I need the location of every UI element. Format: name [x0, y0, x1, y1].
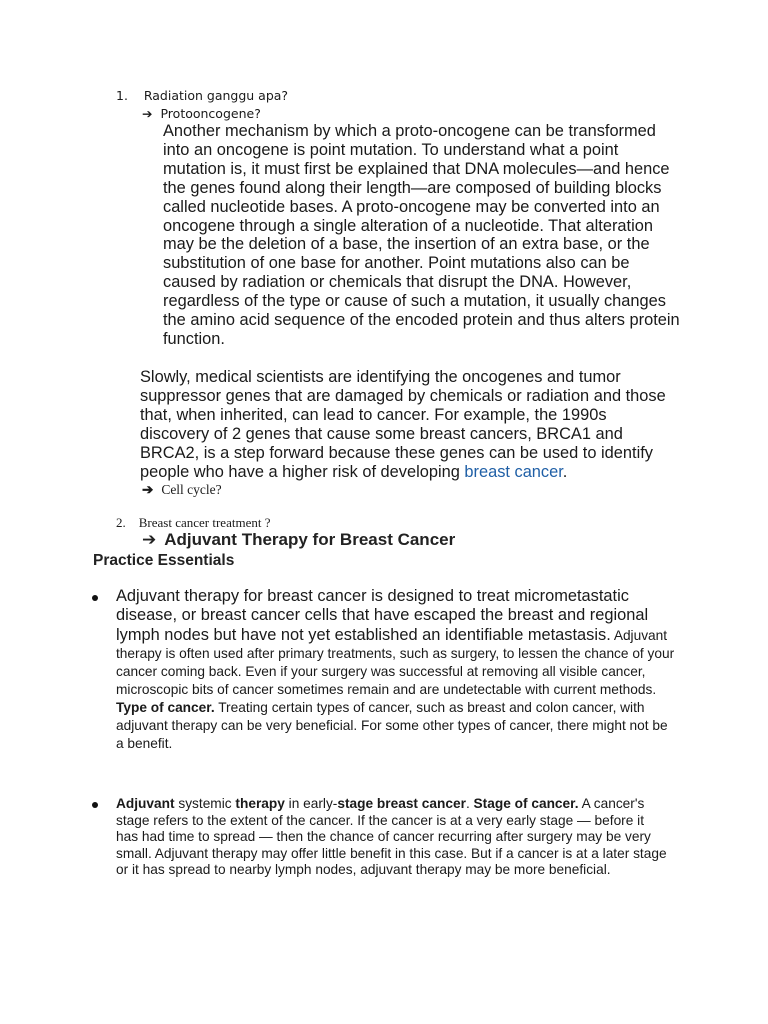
stage-of-cancer-bold: Stage of cancer.: [473, 796, 579, 811]
arrow-right-icon: ➔: [142, 106, 153, 121]
bullet-1-body: Adjuvant therapy is often used after primary treatments, such as surgery, to lessen the chance of your cancer coming back. Even if your surgery was successful at removing all visible cancer, microscopic bits of cancer sometimes remain and are undetectable with current methods.: [116, 627, 675, 697]
cell-cycle-item: [142, 482, 222, 498]
cell-cycle-label: Cell cycle?: [161, 482, 222, 497]
protooncogene-item: [142, 106, 261, 121]
b2-w3: therapy: [235, 796, 285, 811]
protooncogene-label: Protooncogene?: [160, 106, 261, 121]
oncogene-paragraph-end: .: [562, 462, 568, 481]
b2-w5: stage breast cancer: [337, 796, 466, 811]
b2-w2: systemic: [174, 796, 236, 811]
b2-w6: .: [465, 796, 474, 811]
breast-cancer-link[interactable]: breast cancer: [464, 462, 563, 481]
question-1: [116, 88, 288, 103]
question-1-number: 1.: [116, 88, 128, 103]
practice-essentials-title: Practice Essentials: [93, 552, 235, 569]
oncogene-paragraph-text: Slowly, medical scientists are identifying the oncogenes and tumor suppressor genes that are damaged by chemicals or radiation and those that, when inherited, can lead to cancer. For example, the 1990s discovery of 2 genes that cause some breast cancers, BRCA1 and BRCA2, is a step forward because these genes can be used to identify people who have a higher risk of developing: [140, 368, 666, 481]
question-2: [116, 515, 270, 531]
question-2-text: Breast cancer treatment ?: [138, 515, 271, 530]
bullet-item-adjuvant-therapy: [116, 587, 676, 753]
adjuvant-therapy-heading: [142, 530, 455, 550]
arrow-right-icon: ➔: [142, 530, 157, 549]
bullet-1-tail: Treating certain types of cancer, such as breast and colon cancer, with adjuvant therapy can be very beneficial. For some other types of cancer, there might not be a benefit.: [116, 699, 668, 751]
question-1-text: Radiation ganggu apa?: [143, 88, 289, 103]
bullet-1-lead: Adjuvant therapy for breast cancer is designed to treat micrometastatic disease, or breast cancer cells that have escaped the breast and regional lymph nodes but have not yet established an identifiable metastasis.: [116, 587, 649, 644]
type-of-cancer-bold: Type of cancer.: [116, 699, 215, 715]
point-mutation-paragraph: Another mechanism by which a proto-oncogene can be transformed into an oncogene is point mutation. To understand what a point mutation is, it must first be explained that DNA molecules—and hence the genes found along their length—are composed of building blocks called nucleotide bases. A proto-oncogene may be converted into an oncogene through a single alteration of a nucleotide. That alteration may be the deletion of a base, the insertion of an extra base, or the substitution of one base for another. Point mutations also can be caused by radiation or chemicals that disrupt the DNA. However, regardless of the type or cause of such a mutation, it usually changes the amino acid sequence of the encoded protein and thus alters protein function.: [163, 122, 680, 348]
b2-w1: Adjuvant: [116, 796, 175, 811]
arrow-right-icon: ➔: [142, 482, 154, 497]
oncogene-paragraph: [140, 368, 680, 481]
question-2-number: 2.: [116, 515, 126, 530]
bullet-item-adjuvant-systemic: [116, 796, 668, 879]
adjuvant-therapy-title: Adjuvant Therapy for Breast Cancer: [164, 530, 456, 549]
bullet-icon: [92, 595, 98, 601]
b2-w8: A cancer's stage refers to the extent of the cancer. If the cancer is at a very early stage — before it has had time to spread — then the chance of cancer recurring after surgery may be very small. Adjuvant therapy may offer little benefit in this case. But if a cancer is at a later stage or it has spread to nearby lymph nodes, adjuvant therapy may be more beneficial.: [116, 796, 667, 878]
b2-w4: in early-: [284, 796, 338, 811]
bullet-icon: [92, 802, 98, 808]
